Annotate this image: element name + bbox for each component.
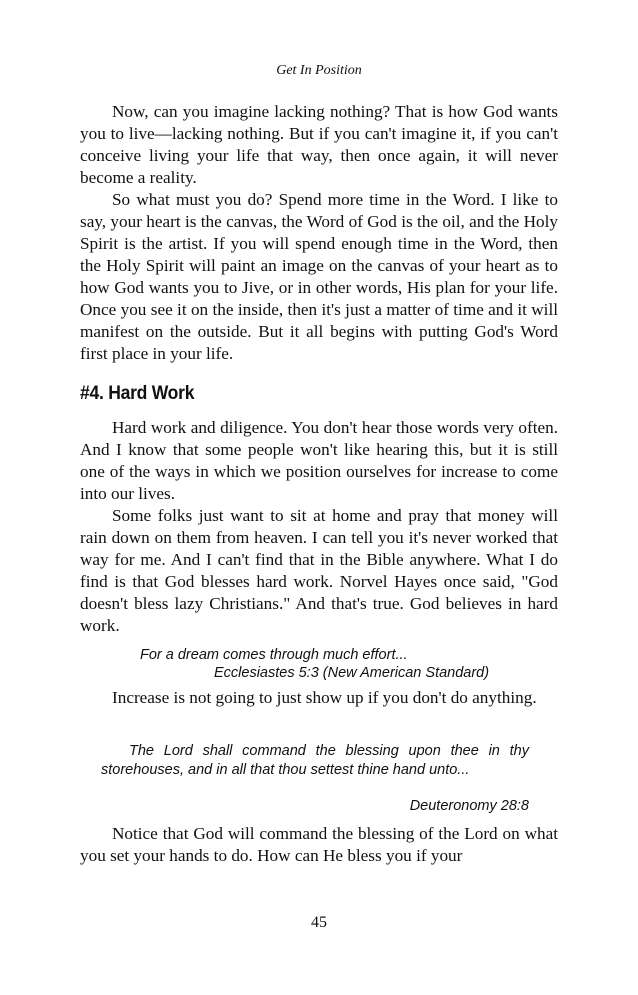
paragraph-some-folks: Some folks just want to sit at home and pray that money will rain down on them from heaven. I can tell you it's never worked that way for me. And I can't find that in the Bible anywhere. What I do find is that God blesses hard work. Norvel Hayes once said, "God doesn't bless lazy Christians." And that's true. God believes in hard work.: [80, 506, 558, 635]
paragraph-notice-command-blessing: Notice that God will command the blessing of the Lord on what you set your hands to do. How can He bless you if your: [80, 824, 558, 865]
paragraph-hard-work-diligence: Hard work and diligence. You don't hear those words very often. And I know that some people won't like hearing this, but it is still one of the ways in which we position ourselves for increase to come into our lives.: [80, 418, 558, 503]
section-heading: #4. Hard Work: [80, 382, 195, 404]
scripture-quote: For a dream comes through much effort...: [140, 647, 408, 663]
scripture-reference: Deuteronomy 28:8: [409, 798, 529, 814]
paragraph-spend-time-in-word: So what must you do? Spend more time in the Word. I like to say, your heart is the canvas, the Word of God is the oil, and the Holy Spirit is the artist. If you will spend enough time in the Word, then the Holy Spirit will paint an image on the canvas of your heart as to how God wants you to Jive, or in other words, His plan for your life. Once you see it on the inside, then it's just a matter of time and it will manifest on the outside. But it all begins with putting God's Word first place in your life.: [80, 190, 558, 363]
paragraph-imagine-lacking-nothing: Now, can you imagine lacking nothing? That is how God wants you to live—lacking nothing. But if you can't imagine it, if you can't conceive living your life that way, then once again, it will never become a reality.: [80, 102, 558, 187]
running-head: Get In Position: [276, 63, 362, 78]
book-page: [80, 0, 558, 995]
scripture-quote: The Lord shall command the blessing upon thee in thy storehouses, and in all that thou settest thine hand unto...: [101, 743, 529, 778]
scripture-reference: Ecclesiastes 5:3 (New American Standard): [214, 665, 490, 681]
page-number: 45: [311, 914, 327, 931]
paragraph-increase: Increase is not going to just show up if you don't do anything.: [112, 688, 537, 707]
